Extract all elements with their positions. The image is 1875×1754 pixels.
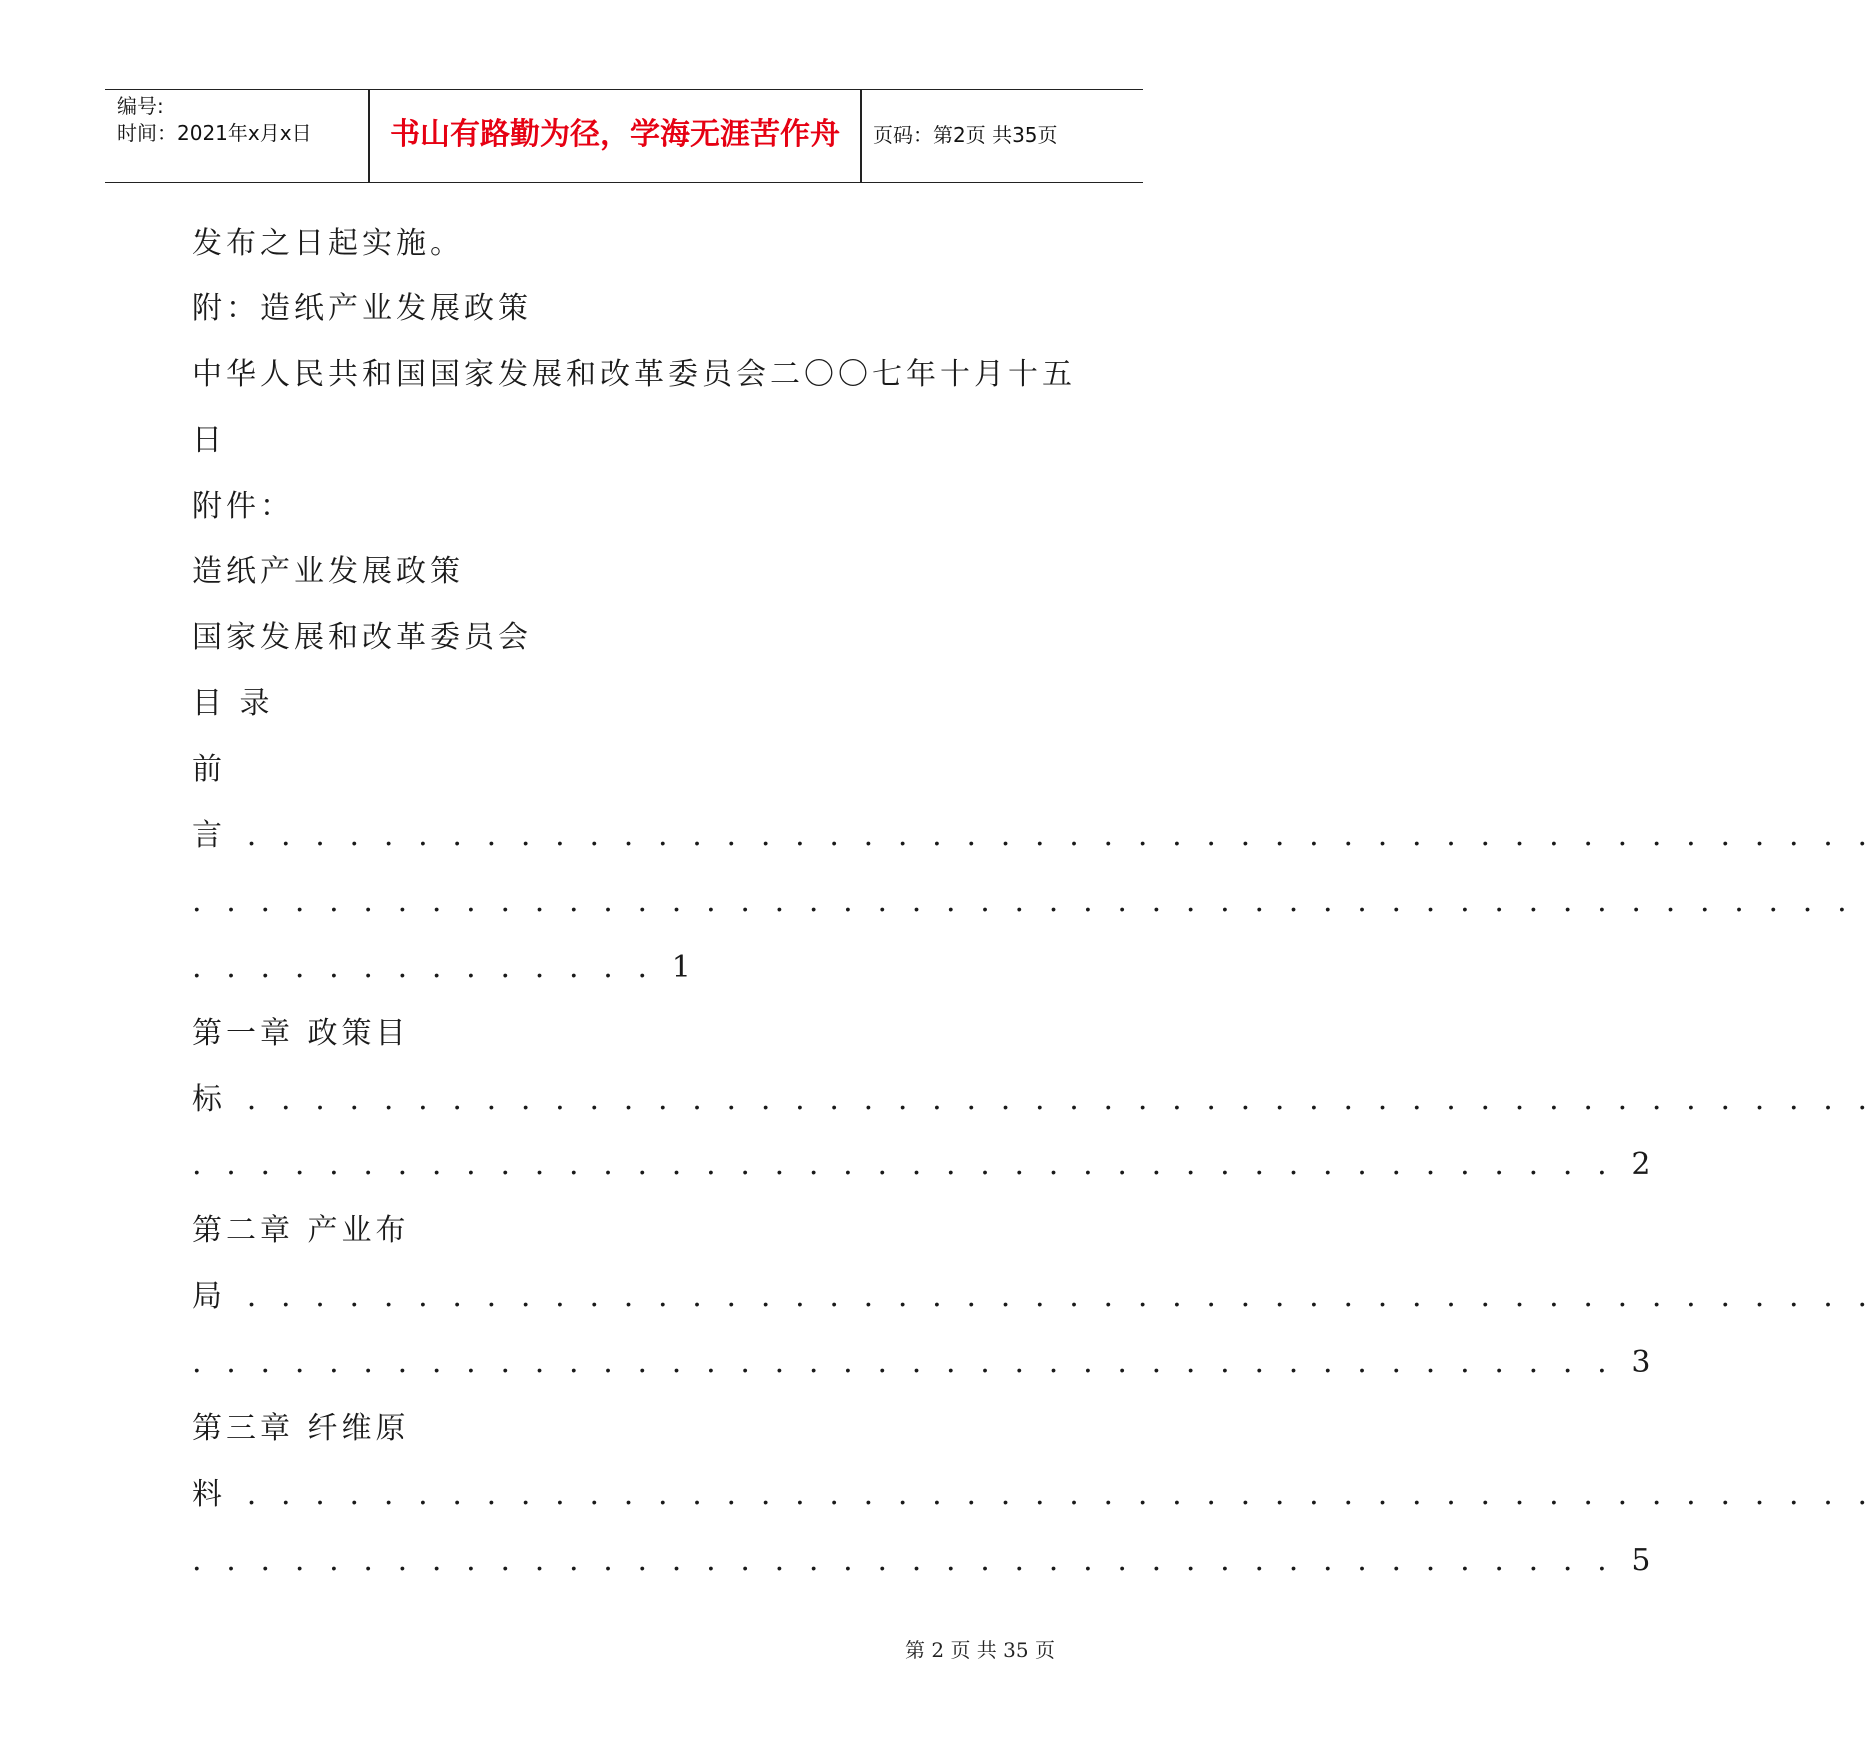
toc-entry: 标 . . . . . . . . . . . . . . . . . . . . . . . . . . . . . . . . . . . . . . . . . . . . . . . . — [192, 1082, 1875, 1117]
toc-entry: 前 — [192, 752, 226, 787]
header-motto: 书山有路勤为径，学海无涯苦作舟 — [390, 117, 840, 152]
body-line: 造纸产业发展政策 — [192, 554, 464, 589]
body-line: 附：造纸产业发展政策 — [192, 291, 532, 326]
header-meta-cell — [105, 90, 368, 182]
document-header — [105, 89, 1143, 183]
toc-entry: 第二章 产业布 — [192, 1213, 410, 1248]
toc-entry: 第三章 纤维原 — [192, 1411, 410, 1446]
header-page-label: 页码：第2页 共35页 — [873, 123, 1058, 147]
document-time-label: 时间：2021年x月x日 — [117, 121, 312, 145]
toc-leader: . . . . . . . . . . . . . . . . . . . . . . . . . . . . . . . . . . . . . . . . . . . . . . . . . — [192, 884, 1855, 919]
toc-heading: 目 录 — [192, 686, 274, 721]
toc-entry: 料 . . . . . . . . . . . . . . . . . . . . . . . . . . . . . . . . . . . . . . . . . . . . . . . . — [192, 1477, 1875, 1512]
toc-leader: . . . . . . . . . . . . . . . . . . . . . . . . . . . . . . . . . . . . . . . . . . 2 — [192, 1147, 1659, 1182]
toc-entry: 第一章 政策目 — [192, 1016, 410, 1051]
body-line: 附件： — [192, 489, 294, 524]
header-divider — [860, 90, 862, 182]
document-id-label: 编号: — [117, 94, 164, 118]
toc-entry: 局 . . . . . . . . . . . . . . . . . . . . . . . . . . . . . . . . . . . . . . . . . . . . . . . . — [192, 1279, 1875, 1314]
toc-leader: . . . . . . . . . . . . . . . . . . . . . . . . . . . . . . . . . . . . . . . . . . 3 — [192, 1345, 1659, 1380]
toc-entry: 言 . . . . . . . . . . . . . . . . . . . . . . . . . . . . . . . . . . . . . . . . . . . . . . . . — [192, 818, 1875, 853]
body-line: 国家发展和改革委员会 — [192, 620, 532, 655]
body-line: 日 — [192, 423, 226, 458]
toc-leader: . . . . . . . . . . . . . . . . . . . . . . . . . . . . . . . . . . . . . . . . . . 5 — [192, 1543, 1659, 1578]
page-footer: 第 2 页 共 35 页 — [905, 1638, 1055, 1662]
toc-leader: . . . . . . . . . . . . . . 1 — [192, 950, 699, 985]
body-line: 中华人民共和国国家发展和改革委员会二〇〇七年十月十五 — [192, 357, 1076, 392]
body-line: 发布之日起实施。 — [192, 226, 464, 261]
